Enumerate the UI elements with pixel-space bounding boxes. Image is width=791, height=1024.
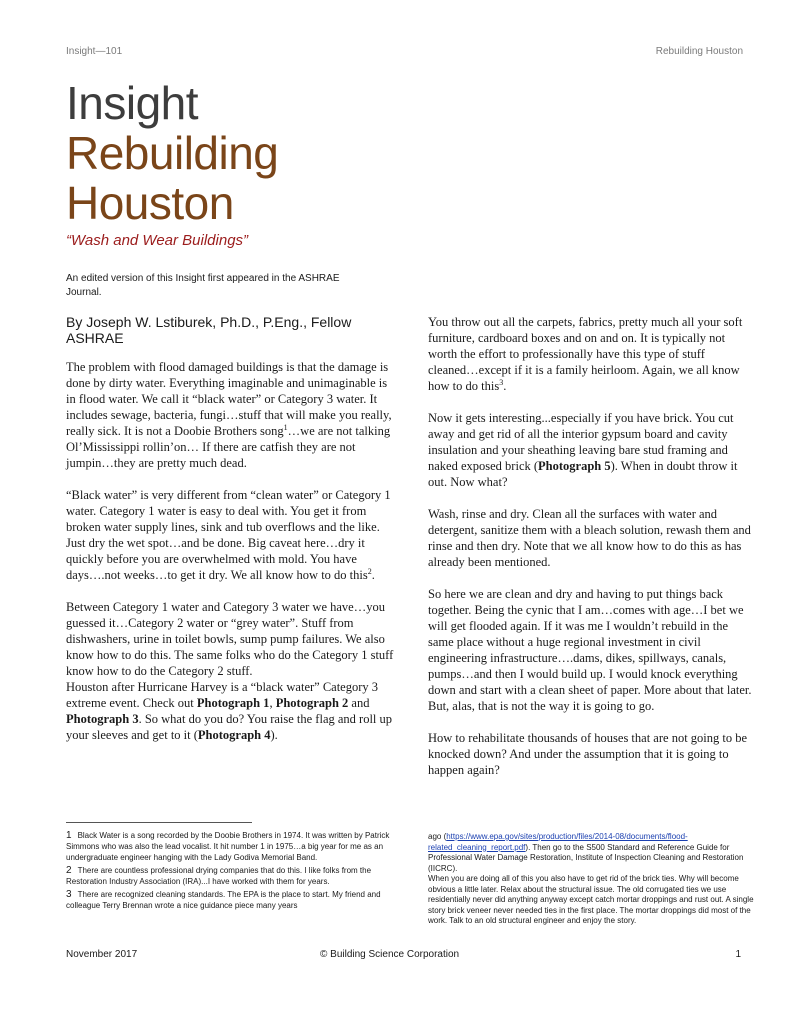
footnote-ref: 2 (367, 566, 372, 576)
left-column (66, 359, 394, 759)
footnote-ref: 3 (499, 377, 504, 387)
footnote: 3 There are recognized cleaning standards. The EPA is the place to start. My friend and colleague Terry Brennan wrote a nice guidance piece many years (66, 889, 381, 910)
paragraph: Wash, rinse and dry. Clean all the surfaces with water and detergent, sanitize them with a bleach solution, rewash them and rinse and then dry. Note that we all know how to do this as has already been mentioned. (428, 507, 751, 569)
running-header-right: Rebuilding Houston (655, 46, 743, 57)
paragraph: Now it gets interesting...especially if you have brick. You cut away and get rid of all the interior gypsum board and cavity insulation and your sheathing leaving bare stud framing and naked exposed brick (Photograph 5). When in doubt throw it out. Now what? (428, 411, 738, 489)
footnote-continued: ago (https://www.epa.gov/sites/production/files/2014-08/documents/flood-related_cleaning_report.pdf). Then go to the S500 Standard and Reference Guide for Professional Water Damage Restoration, Institute of Inspection Cleaning and Restoration (IICRC). (428, 832, 744, 873)
paragraph: Houston after Hurricane Harvey is a “black water” Category 3 extreme event. Check out Photograph 1, Photograph 2 and Photograph 3. So what do you do? You raise the flag and roll up your sleeves and get to it (Photograph 4). (66, 680, 393, 742)
photo-ref: Photograph 4 (197, 728, 271, 742)
edited-note: An edited version of this Insight first appeared in the ASHRAE Journal. (66, 273, 340, 298)
author-byline: By Joseph W. Lstiburek, Ph.D., P.Eng., Fellow ASHRAE (66, 314, 352, 346)
page-number: 1 (735, 949, 741, 960)
title-rebuilding: Rebuilding (66, 127, 279, 179)
photo-ref: Photograph 1 (196, 696, 270, 710)
paragraph: So here we are clean and dry and having to put things back together. Being the cynic that I am…comes with age…I bet we will get flooded again. If it was me I wouldn’t rebuild in the same place without a huge regional investment in civil engineering infrastructure….dams, dikes, spillways, canals, pumps…and then I would build up. I would knock everything down and start with a clean sheet of paper. More about that later. But, alas, that is not the way it is going to go. (428, 587, 752, 713)
paragraph: “Black water” is very different from “clean water” or Category 1 water. Category 1 water is easy to deal with. You get it from broken water supply lines, sink and tub overflows and the like. Just dry the wet spot…and be done. Big caveat here…dry it quickly before you are overwhelmed with mold. You have days….not weeks…to get it dry. We all know how to do this$^2$. (66, 488, 391, 582)
footnote-note: When you are doing all of this you also have to get rid of the brick ties. Why will become obvious a little later. Relax about the structural issue. The old corrugated ties we use residentially never did anything anyway except catch mortar droppings and rust out. A single story brick veneer never needed ties in the first place. The mortar droppings did most of the work. Talk to an old structural engineer and enjoy the story. (428, 874, 754, 925)
footer-date: November 2017 (66, 949, 138, 960)
footnotes-right (428, 832, 754, 927)
footnote: 1 Black Water is a song recorded by the Doobie Brothers in 1974. It was written by Patrick Simmons who was also the lead vocalist. It hit number 1 in 1975…a big year for me as an undergraduate engineer hanging with the Lady Godiva Memorial Band. (66, 830, 390, 862)
footnotes-left (66, 830, 390, 913)
epa-report-link[interactable]: https://www.epa.gov/sites/production/files/2014-08/documents/flood-related_cleaning_report.pdf (428, 832, 688, 852)
running-header-left: Insight—101 (66, 46, 123, 57)
title-insight: Insight (66, 77, 199, 129)
paragraph: Between Category 1 water and Category 3 water we have…you guessed it…Category 2 water or “grey water”. Stuff from dishwashers, urine in toilet bowls, sump pump failures. We also know how to do this. The same folks who do the Category 1 stuff know how to do the Category 2 stuff. (66, 600, 394, 678)
footnote-ref: 1 (283, 422, 288, 432)
photo-ref: Photograph 5 (538, 459, 611, 473)
footnote-divider (66, 822, 252, 823)
paragraph: The problem with flood damaged buildings is that the damage is done by dirty water. Everything imaginable and unimaginable is in flood water. We call it “black water” or Category 3 water. It includes sewage, bacteria, fungi…stuff that will make you really, really sick. It is not a Doobie Brothers song$^1$…we are not talking Ol’Mississippi rollin’on… If there are catfish they are not jumpin…they are pretty much dead. (66, 360, 392, 470)
title-block (66, 78, 278, 228)
subtitle: “Wash and Wear Buildings” (66, 232, 249, 249)
footnote: 2 There are countless professional drying companies that do this. I like folks from the Restoration Industry Association (IRA)...I have worked with them for years. (66, 865, 372, 886)
photo-ref: Photograph 2 (275, 696, 349, 710)
title-houston: Houston (66, 177, 234, 229)
photo-ref: Photograph 3 (66, 712, 139, 726)
paragraph: How to rehabilitate thousands of houses that are not going to be knocked down? And under the assumption that it is going to happen again? (428, 731, 748, 777)
paragraph: You throw out all the carpets, fabrics, pretty much all your soft furniture, cardboard boxes and on and on. It is typically not worth the effort to professionally have this type of stuff cleaned…except if it is a family heirloom. Again, we all know how to do this$^3$. (428, 315, 743, 393)
footer-copyright: © Building Science Corporation (320, 949, 460, 960)
right-column (428, 314, 754, 794)
